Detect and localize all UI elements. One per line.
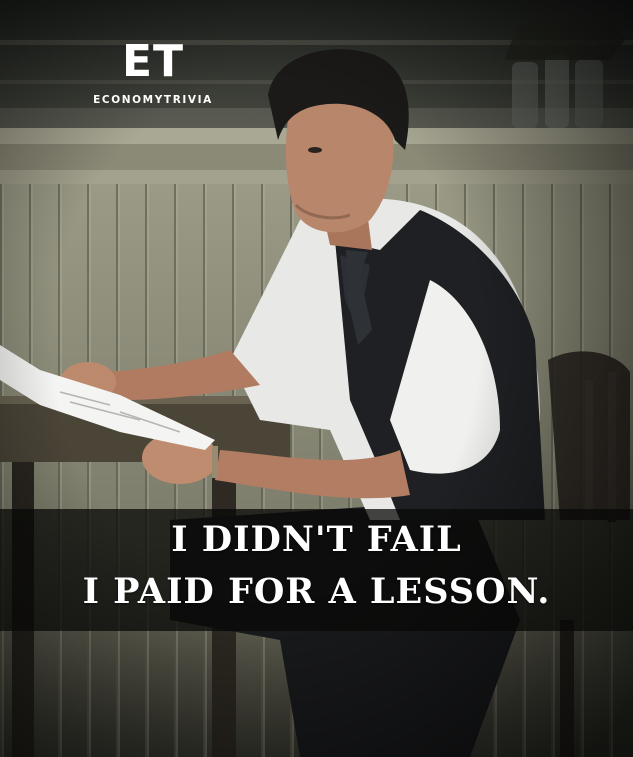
logo-wordmark: ECONOMYTRIVIA: [93, 94, 213, 106]
caption-line-2: I PAID FOR A LESSON.: [82, 571, 551, 612]
caption: [0, 514, 633, 618]
caption-line-1: I DIDN'T FAIL: [171, 519, 462, 560]
logo-mark: ET: [121, 36, 185, 87]
brand-logo: [78, 36, 228, 106]
